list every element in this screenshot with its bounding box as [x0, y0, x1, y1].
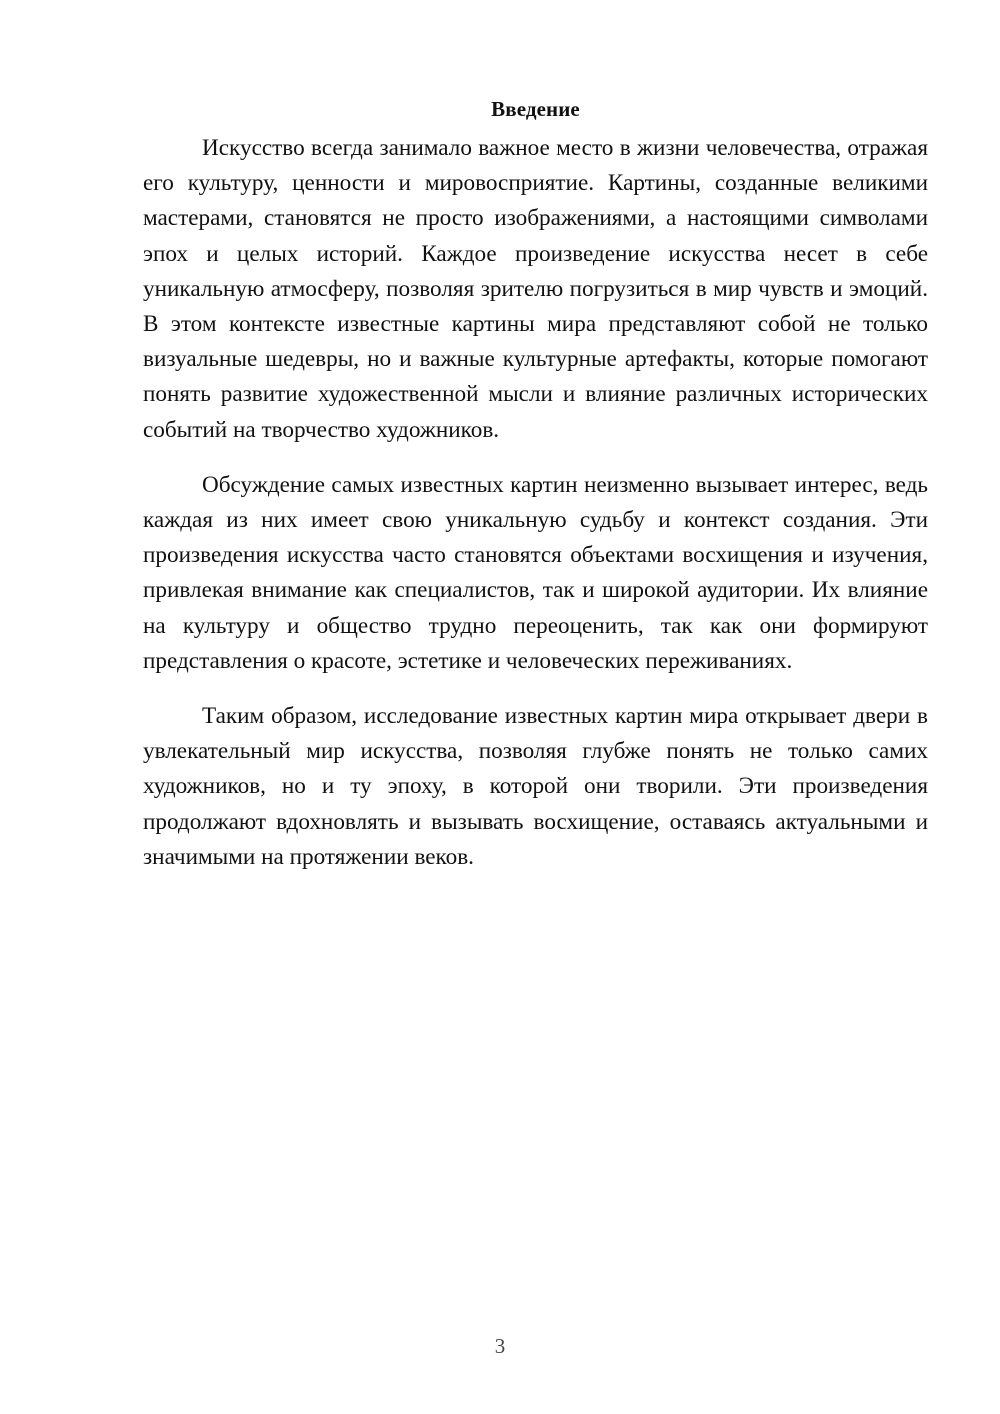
- paragraph-1: Искусство всегда занимало важное место в жизни человечества, отражая его культуру, ценности и мировосприятие. Картины, созданные великими мастерами, становятся не просто изображениями, а настоящими символами эпох и целых историй. Каждое произведение искусства несет в себе уникальную атмосферу, позволяя зрителю погрузиться в мир чувств и эмоций. В этом контексте известные картины мира представляют собой не только визуальные шедевры, но и важные культурные артефакты, которые помогают понять развитие художественной мысли и влияние различных исторических событий на творчество художников.: [143, 135, 928, 443]
- page-content: [143, 92, 928, 895]
- section-title: Введение: [491, 97, 580, 121]
- paragraph-2: Обсуждение самых известных картин неизменно вызывает интерес, ведь каждая из них имеет свою уникальную судьбу и контекст создания. Эти произведения искусства часто становятся объектами восхищения и изучения, привлекая внимание как специалистов, так и широкой аудитории. Их влияние на культуру и общество трудно переоценить, так как они формируют представления о красоте, эстетике и человеческих переживаниях.: [143, 471, 928, 674]
- paragraph-3: Таким образом, исследование известных картин мира открывает двери в увлекательный мир искусства, позволяя глубже понять не только самих художников, но и ту эпоху, в которой они творили. Эти произведения продолжают вдохновлять и вызывать восхищение, оставаясь актуальными и значимыми на протяжении веков.: [143, 703, 928, 870]
- page-number: 3: [494, 1334, 506, 1358]
